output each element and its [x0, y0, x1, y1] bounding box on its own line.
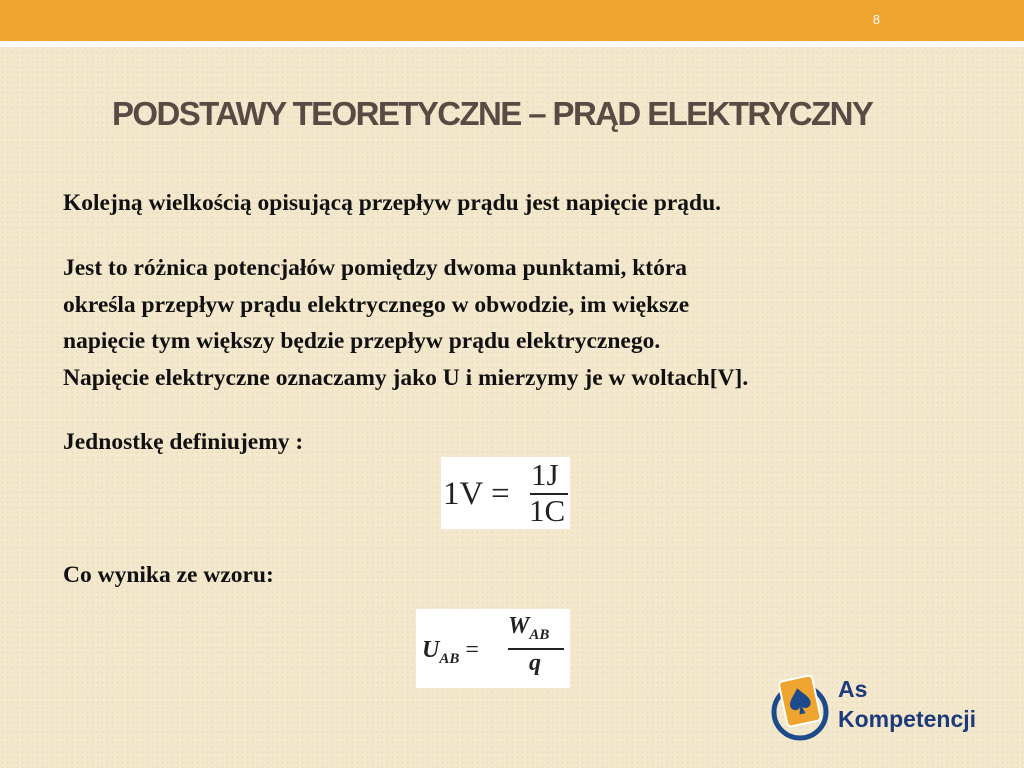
- equation2-lhs: [422, 637, 479, 668]
- equation2-lhs-sub: AB: [439, 650, 460, 667]
- spade-badge-icon: [770, 672, 834, 744]
- volt-definition-equation: [441, 457, 570, 529]
- top-accent-bar: [0, 0, 1024, 41]
- paragraph-intro: Kolejną wielkością opisującą przepływ prądu jest napięcie prądu.: [63, 190, 722, 216]
- logo-text-line-1: As: [838, 676, 868, 702]
- top-accent-divider: [0, 41, 1024, 47]
- equation2-denominator: q: [529, 650, 541, 676]
- equation2-equals: =: [465, 637, 479, 663]
- voltage-formula-equation: [416, 609, 570, 688]
- logo-text-line-2: Kompetencji: [838, 706, 977, 732]
- definition-line-4: Napięcie elektryczne oznaczamy jako U i mierzymy je w woltach[V].: [63, 364, 749, 391]
- slide-page-number: 8: [872, 12, 880, 27]
- definition-line-3: napięcie tym większy będzie przepływ prądu elektrycznego.: [63, 328, 661, 354]
- paragraph-definition: [63, 250, 983, 396]
- as-kompetencji-logo: [770, 672, 1000, 744]
- paragraph-formula-intro: Co wynika ze wzoru:: [63, 562, 274, 588]
- paragraph-unit: Jednostkę definiujemy :: [63, 429, 304, 455]
- equation2-num-var: W: [508, 613, 530, 639]
- definition-line-1: Jest to różnica potencjałów pomiędzy dwoma punktami, która: [63, 255, 688, 281]
- equation1-numerator: 1J: [531, 457, 559, 492]
- equation1-denominator: 1C: [529, 493, 566, 528]
- equation2-lhs-var: U: [422, 637, 440, 663]
- slide-title: PODSTAWY TEORETYCZNE – PRĄD ELEKTRYCZNY: [112, 95, 873, 132]
- equation2-numerator: [508, 613, 549, 644]
- equation1-lhs: 1V =: [443, 476, 510, 512]
- definition-line-2: określa przepływ prądu elektrycznego w obwodzie, im większe: [63, 291, 690, 318]
- equation2-num-sub: AB: [529, 626, 550, 643]
